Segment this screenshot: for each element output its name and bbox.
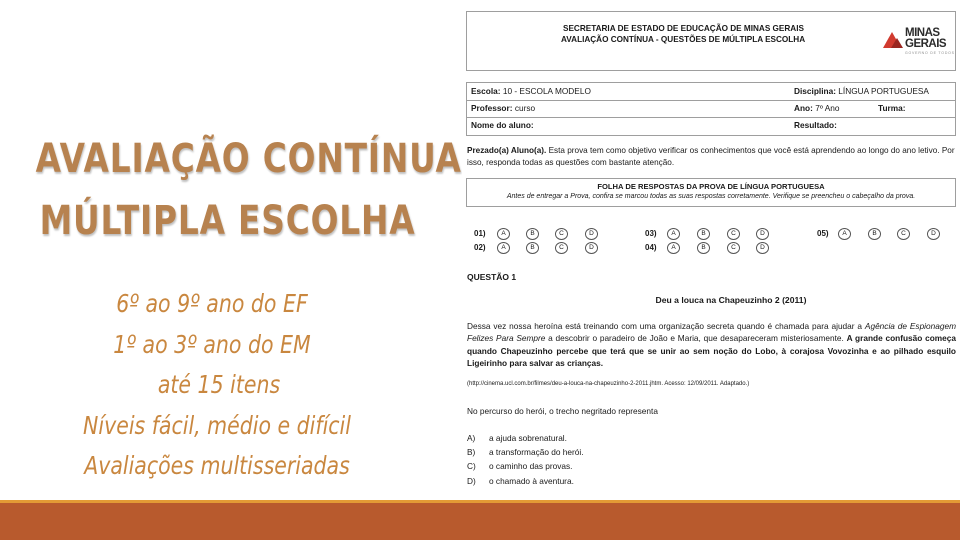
title-line-2: MÚLTIPLA ESCOLHA <box>39 198 416 244</box>
aluno-label: Nome do aluno: <box>471 120 534 130</box>
subtitle-line-3: até 15 itens <box>157 370 281 399</box>
document-header <box>466 11 956 71</box>
option-c <box>467 459 584 473</box>
story-text-2: a descobrir o paradeiro de João e Maria, que desapareceram misteriosamente. <box>545 333 847 344</box>
answer-sheet-title: FOLHA DE RESPOSTAS DA PROVA DE LÍNGUA PORTUGUESA <box>597 182 825 191</box>
answer-bubble: D <box>756 228 769 240</box>
story-text-bold: A grande confusão começa quando Chapeuzinho percebe que terá que se unir ao sem noção do Lobo, à corajosa Vovozinha e ao pilhado esquilo Ligeirinho para salvar as crianças. <box>467 333 957 369</box>
answer-bubble: A <box>497 242 510 254</box>
professor-label: Professor: <box>471 103 513 113</box>
minas-gerais-logo <box>881 26 955 62</box>
answer-bubble: A <box>667 228 680 240</box>
intro-body: Esta prova tem como objetivo verificar os conhecimentos que você está aprendendo ao longo do ano letivo. Por isso, responda todas as questões com bastante atenção. <box>467 146 955 167</box>
question-label: QUESTÃO 1 <box>467 272 517 282</box>
answer-bubble: D <box>756 242 769 254</box>
answer-bubble: D <box>585 228 598 240</box>
answer-bubble: D <box>585 242 598 254</box>
answer-row-number: 05) <box>817 229 829 238</box>
disciplina-value: LÍNGUA PORTUGUESA <box>838 86 929 96</box>
answer-bubble: C <box>727 228 740 240</box>
student-info-table <box>466 82 956 136</box>
resultado-label: Resultado: <box>794 120 837 130</box>
slide-title <box>0 128 462 252</box>
source-citation: (http://cinema.ucl.com.br/filmes/deu-a-louca-na-chapeuzinho-2-2011.jhtm. Acesso: 12/09/2011. Adaptado.) <box>467 381 750 387</box>
answer-row-number: 04) <box>645 243 657 252</box>
answer-bubble: C <box>727 242 740 254</box>
option-letter: D) <box>467 475 476 486</box>
story-text-1: Dessa vez nossa heroína está treinando com uma organização secreta quando é chamada para ajudar a <box>467 321 865 331</box>
answer-bubble: B <box>697 228 710 240</box>
answer-bubbles <box>462 226 960 256</box>
info-row-escola <box>467 83 955 101</box>
info-row-professor <box>467 100 955 118</box>
option-d <box>467 474 584 488</box>
answer-row-number: 02) <box>474 243 486 252</box>
slide-subtitle-list <box>0 284 440 487</box>
question-prompt: No percurso do herói, o trecho negritado representa <box>467 406 658 416</box>
option-letter: A) <box>467 433 476 443</box>
professor-value: curso <box>514 103 536 113</box>
answer-bubble: C <box>897 228 910 240</box>
subtitle-line-2: 1º ao 3º ano do EM <box>113 329 311 359</box>
option-letter: B) <box>467 447 476 458</box>
header-line-2: AVALIAÇÃO CONTÍNUA - QUESTÕES DE MÚLTIPLA ESCOLHA <box>561 35 806 44</box>
story-text-italic: Agência de Espionagem Felizes Para Sempre <box>467 321 957 344</box>
answer-sheet-note: Antes de entregar a Prova, confira se marcou todas as suas respostas corretamente. Verifique se preencheu o cabeçalho da prova. <box>506 193 916 200</box>
story-title: Deu a louca na Chapeuzinho 2 (2011) <box>655 295 807 305</box>
option-text: a ajuda sobrenatural. <box>489 433 567 443</box>
answer-bubble: C <box>555 228 568 240</box>
logo-tagline: GOVERNO DE TODOS <box>905 51 955 55</box>
answer-bubble: B <box>868 228 881 240</box>
answer-bubble: B <box>526 242 539 254</box>
answer-options <box>467 431 584 488</box>
answer-bubble: A <box>838 228 851 240</box>
answer-bubble: C <box>555 242 568 254</box>
disciplina-label: Disciplina: <box>794 86 836 96</box>
answer-row-number: 01) <box>474 229 486 238</box>
option-letter: C) <box>467 461 476 472</box>
escola-value: 10 - ESCOLA MODELO <box>502 86 591 96</box>
story-paragraph <box>467 320 956 370</box>
logo-text-1: MINAS <box>905 27 940 39</box>
ano-label: Ano: <box>794 103 813 113</box>
subtitle-line-1: 6º ao 9º ano do EF <box>116 289 308 318</box>
option-a <box>467 431 584 445</box>
option-text: a transformação do herói. <box>489 447 584 458</box>
header-line-1: SECRETARIA DE ESTADO DE EDUCAÇÃO DE MINAS GERAIS <box>563 24 804 33</box>
escola-label: Escola: <box>471 86 501 96</box>
option-text: o caminho das provas. <box>489 461 573 472</box>
answer-bubble: B <box>697 242 710 254</box>
exam-document <box>462 0 960 500</box>
info-row-aluno <box>467 117 955 134</box>
intro-greeting: Prezado(a) Aluno(a). <box>467 146 547 155</box>
title-line-1: AVALIAÇÃO CONTÍNUA <box>35 136 462 182</box>
answer-bubble: B <box>526 228 539 240</box>
answer-bubble: A <box>667 242 680 254</box>
subtitle-line-4: Níveis fácil, médio e difícil <box>83 410 351 440</box>
footer-bar <box>0 503 960 540</box>
logo-triangle-inner-icon <box>891 38 903 48</box>
option-b <box>467 445 584 459</box>
answer-bubble: D <box>927 228 940 240</box>
subtitle-line-5: Avaliações multisseriadas <box>84 451 350 480</box>
turma-label: Turma: <box>878 103 906 113</box>
intro-text <box>467 145 957 168</box>
answer-sheet-box <box>466 178 956 207</box>
answer-row-number: 03) <box>645 229 657 238</box>
option-text: o chamado à aventura. <box>489 475 574 486</box>
ano-value: 7º Ano <box>815 103 840 113</box>
answer-bubble: A <box>497 228 510 240</box>
logo-text-2: GERAIS <box>905 38 947 50</box>
